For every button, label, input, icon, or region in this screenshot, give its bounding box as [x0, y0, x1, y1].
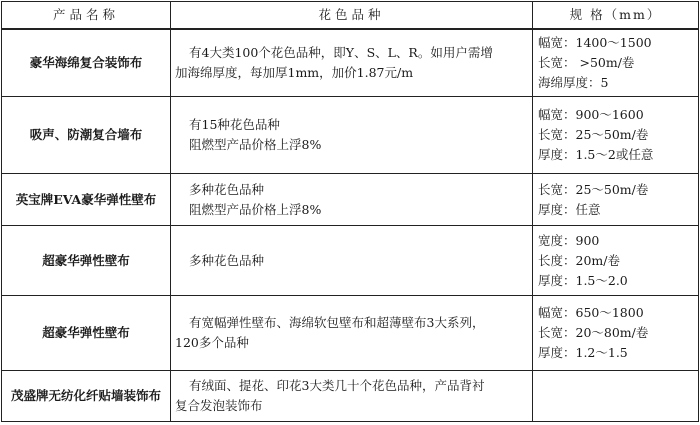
- variety-cell: [171, 296, 533, 371]
- variety-cell: [171, 174, 533, 226]
- variety-line: 120多个品种: [175, 335, 249, 350]
- spec-line: 幅宽：650～1800: [538, 305, 644, 320]
- spec-line: 厚度：1.5～2或任意: [538, 147, 654, 162]
- spec-line: 幅宽：1400～1500: [538, 35, 652, 50]
- variety-line: 阻燃型产品价格上浮8%: [189, 201, 322, 217]
- variety-cell: [171, 97, 533, 174]
- spec-cell: [533, 226, 699, 296]
- spec-cell: [533, 97, 699, 174]
- spec-line: 厚度：1.2～1.5: [538, 345, 628, 360]
- variety-line: 复合发泡装饰布: [175, 398, 263, 413]
- spec-line: 长宽：25～50m/卷: [538, 181, 649, 197]
- fabric-spec-table: [1, 1, 699, 422]
- table-row: [2, 371, 699, 422]
- spec-line: 长宽： >50m/卷: [538, 55, 635, 70]
- spec-cell: [533, 174, 699, 226]
- variety-cell: [171, 29, 533, 97]
- header-color-variety: 花色品种: [171, 2, 533, 30]
- header-specification: 规 格（mm）: [533, 2, 699, 30]
- product-name-cell: 超豪华弹性壁布: [2, 296, 171, 371]
- spec-line: 宽度：900: [538, 232, 600, 248]
- product-name-cell: 豪华海绵复合装饰布: [2, 29, 171, 97]
- spec-line: 幅宽：900～1600: [538, 107, 644, 122]
- table-row: [2, 226, 699, 296]
- variety-line: 有4大类100个花色品种，即Y、S、L、R。如用户需增: [189, 45, 493, 60]
- product-name-cell: 茂盛牌无纺化纤贴墙装饰布: [2, 371, 171, 422]
- variety-line: 有宽幅弹性壁布、海绵软包壁布和超薄壁布3大系列，: [189, 315, 485, 330]
- spec-cell: [533, 296, 699, 371]
- variety-line: 阻燃型产品价格上浮8%: [189, 137, 322, 152]
- variety-line: 多种花色品种: [189, 181, 265, 197]
- spec-line: 长宽：25～50m/卷: [538, 127, 649, 142]
- spec-cell: [533, 29, 699, 97]
- header-product-name: 产品名称: [2, 2, 171, 30]
- table-row: [2, 29, 699, 97]
- spec-line: 厚度：任意: [538, 201, 601, 217]
- table-row: [2, 174, 699, 226]
- table-header-row: [2, 2, 699, 30]
- table-row: [2, 296, 699, 371]
- variety-line: 加海绵厚度，每加厚1mm，加价1.87元/m: [175, 65, 414, 80]
- spec-line: 海绵厚度：5: [538, 75, 609, 90]
- variety-line: 有绒面、提花、印花3大类几十个花色品种，产品背衬: [189, 378, 485, 393]
- variety-cell: [171, 371, 533, 422]
- table-row: [2, 97, 699, 174]
- variety-line: 有15种花色品种: [189, 117, 280, 132]
- product-name-cell: 吸声、防潮复合墙布: [2, 97, 171, 174]
- product-name-cell: 英宝牌EVA豪华弹性壁布: [2, 174, 171, 226]
- spec-line: 厚度：1.5～2.0: [538, 272, 628, 288]
- spec-line: 长度：20m/卷: [538, 252, 620, 268]
- spec-cell-empty: [533, 371, 699, 422]
- spec-line: 长宽：20～80m/卷: [538, 325, 649, 340]
- variety-line: 多种花色品种: [189, 252, 265, 268]
- variety-cell: [171, 226, 533, 296]
- product-name-cell: 超豪华弹性壁布: [2, 226, 171, 296]
